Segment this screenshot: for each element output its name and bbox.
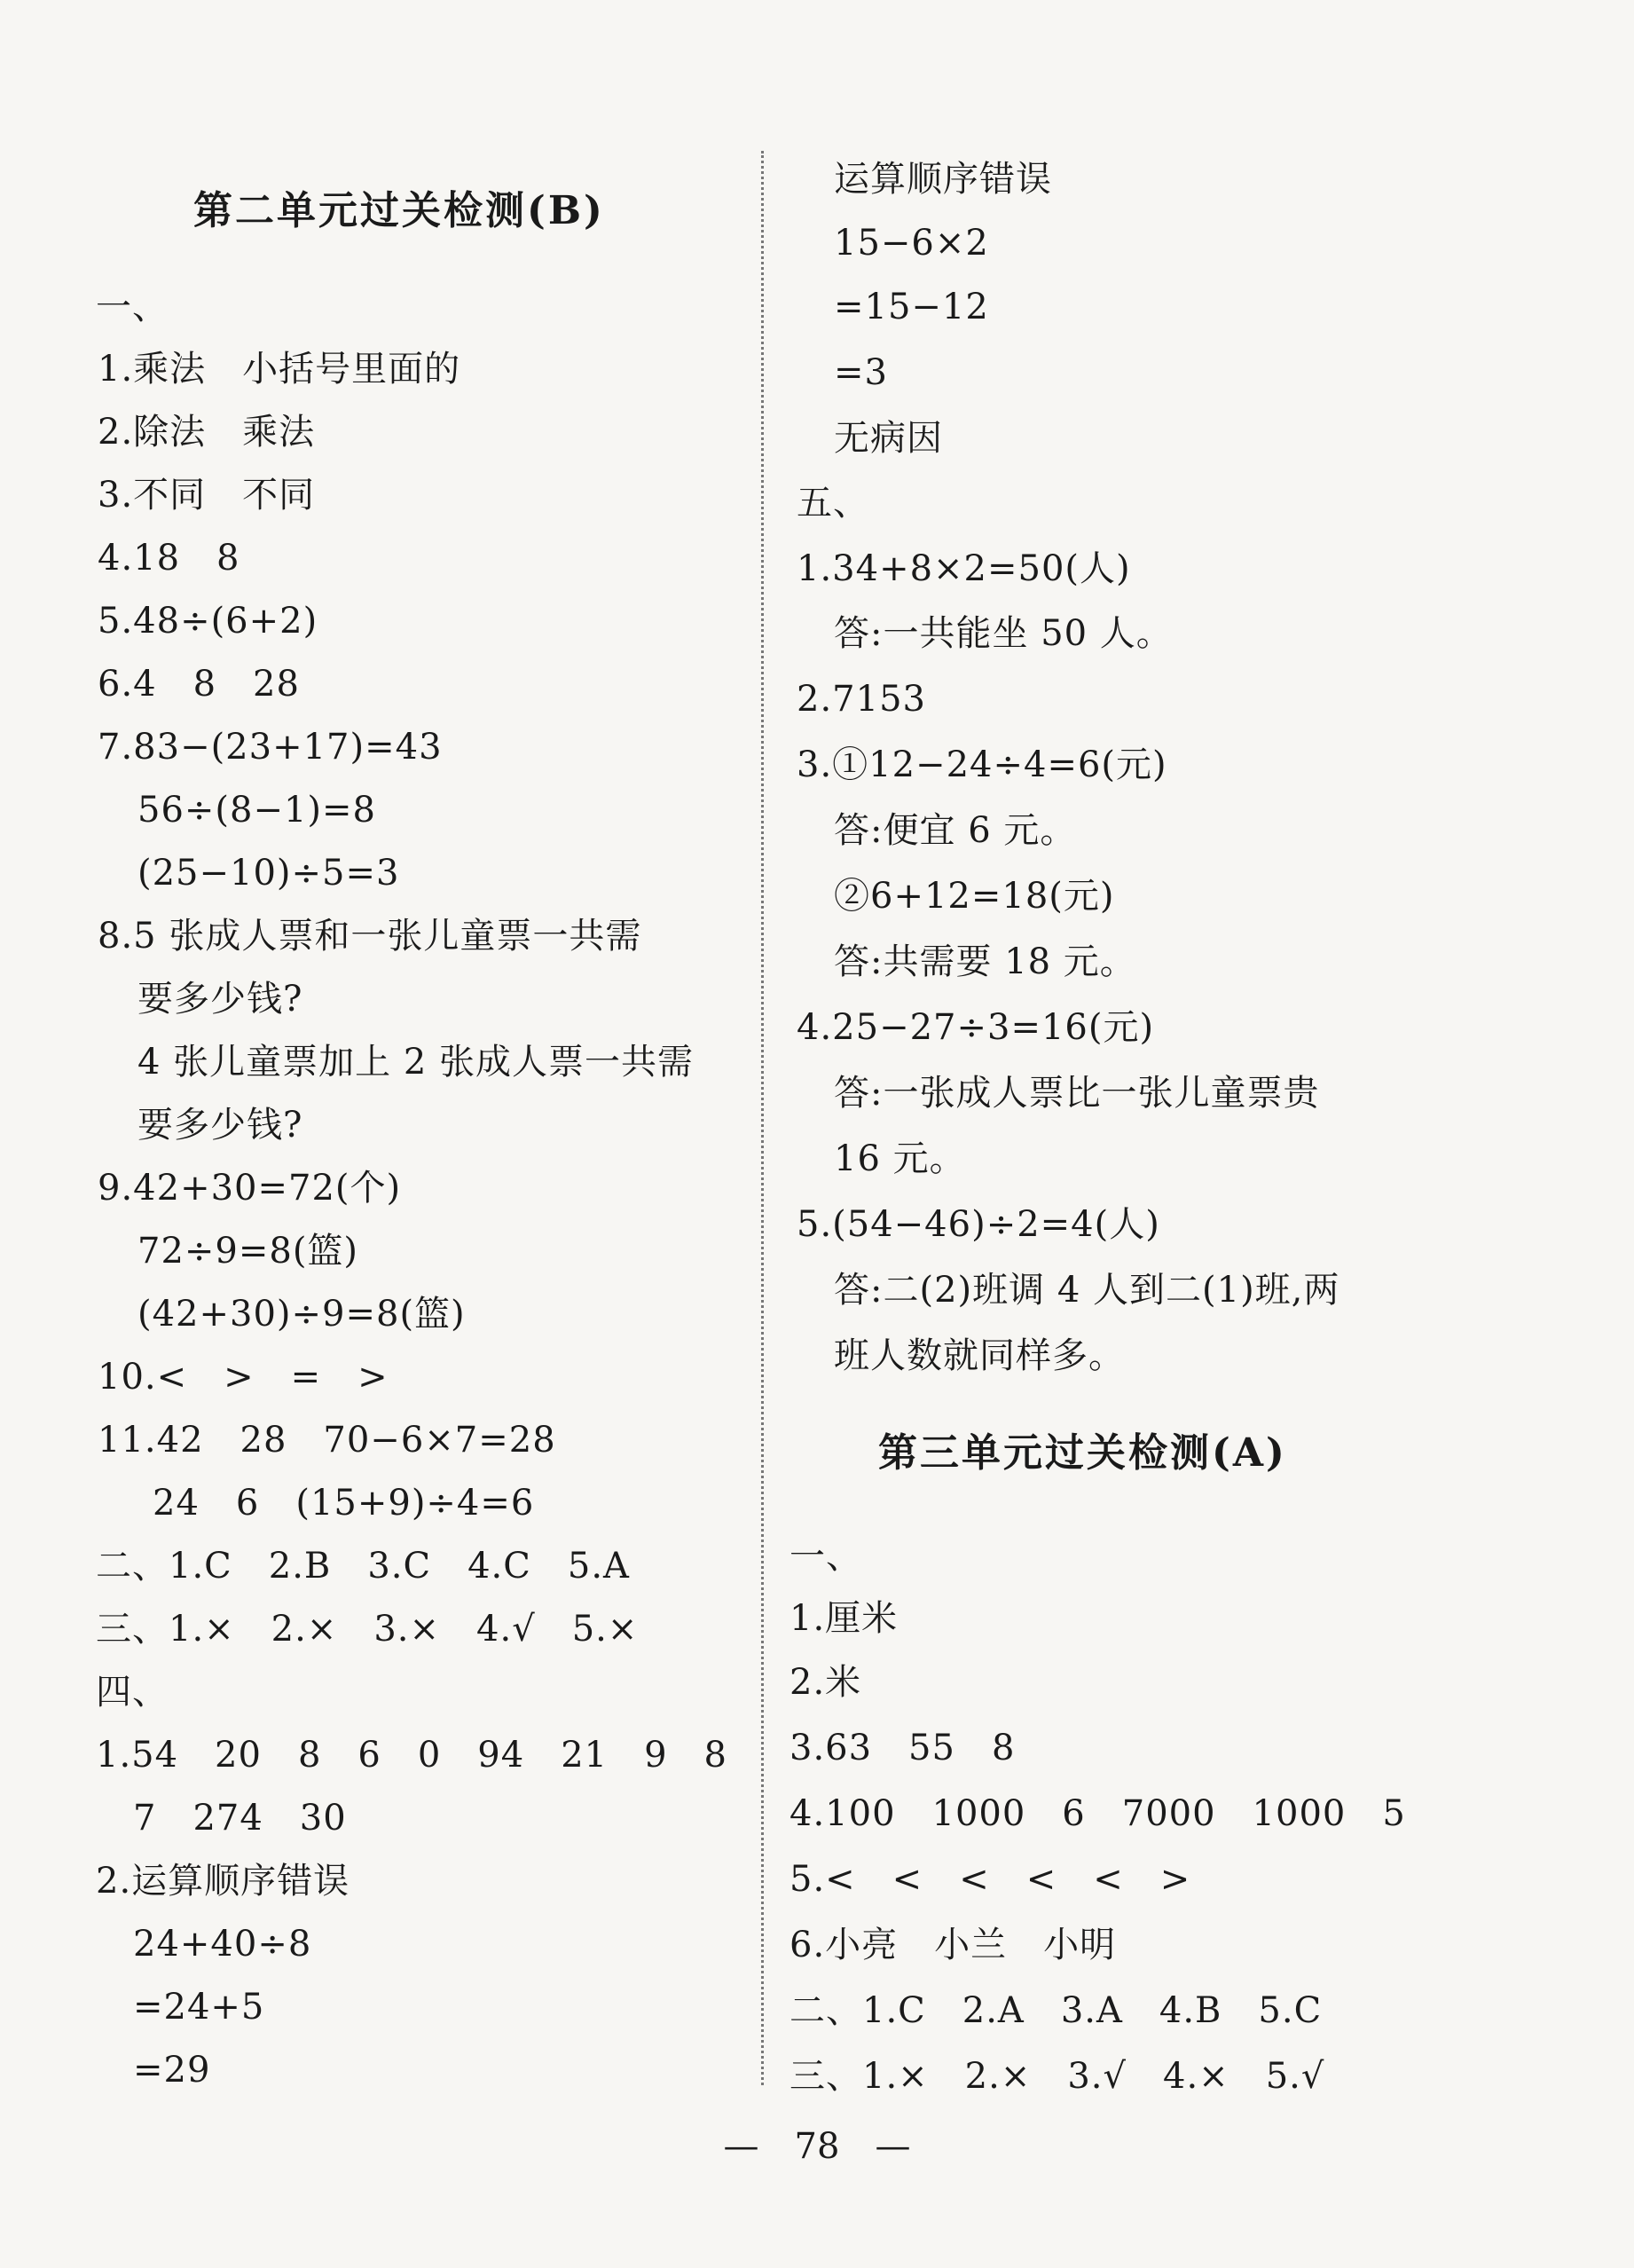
answer-line: =3 (834, 352, 888, 393)
answer-line: 无病因 (834, 418, 943, 459)
answer-line: ②6+12=18(元) (834, 876, 1115, 917)
answer-line: 二、1.C 2.B 3.C 4.C 5.A (96, 1546, 630, 1587)
answer-line: 答:二(2)班调 4 人到二(1)班,两 (834, 1270, 1340, 1311)
answer-line: 4 张儿童票加上 2 张成人票一共需 (137, 1042, 695, 1083)
answer-line: 答:便宜 6 元。 (834, 810, 1077, 851)
answer-line: 24 6 (15+9)÷4=6 (153, 1483, 535, 1524)
answer-line: 五、 (797, 483, 869, 524)
answer-line: 答:一张成人票比一张儿童票贵 (834, 1073, 1320, 1114)
answer-line: 8.5 张成人票和一张儿童票一共需 (98, 916, 642, 957)
answer-line: 16 元。 (834, 1138, 966, 1179)
answer-line: 4.25−27÷3=16(元) (797, 1007, 1155, 1048)
answer-line: 1.54 20 8 6 0 94 21 9 8 (96, 1735, 728, 1776)
answer-line: =24+5 (133, 1987, 265, 2028)
answer-line: 10.< > = > (98, 1357, 389, 1398)
answer-line: 7.83−(23+17)=43 (98, 727, 443, 768)
answer-line: 2.7153 (797, 679, 926, 720)
answer-line: 7 274 30 (133, 1798, 347, 1839)
answer-line: 一、 (96, 287, 169, 327)
answer-line: 要多少钱? (137, 979, 303, 1020)
answer-line: (25−10)÷5=3 (137, 853, 400, 894)
answer-line: 二、1.C 2.A 3.A 4.B 5.C (790, 1990, 1323, 2031)
answer-line: 4.18 8 (98, 538, 240, 579)
answer-line: 三、1.× 2.× 3.√ 4.× 5.√ (790, 2056, 1325, 2097)
answer-line: 5.< < < < < > (790, 1859, 1191, 1900)
answer-line: 答:共需要 18 元。 (834, 941, 1136, 982)
answer-line: 6.小亮 小兰 小明 (790, 1925, 1117, 1965)
answer-line: 3.不同 不同 (98, 475, 316, 516)
answer-line: 9.42+30=72(个) (98, 1168, 402, 1209)
answer-line: =15−12 (834, 287, 989, 327)
answer-line: 一、 (790, 1536, 862, 1577)
answer-line: 2.米 (790, 1662, 862, 1703)
answer-line: 3.①12−24÷4=6(元) (797, 744, 1167, 785)
answer-line: (42+30)÷9=8(篮) (137, 1294, 466, 1335)
answer-line: 四、 (96, 1672, 169, 1713)
answer-line: 24+40÷8 (133, 1924, 312, 1965)
page-number: — 78 — (723, 2126, 911, 2167)
answer-line: 15−6×2 (834, 223, 989, 264)
answer-line: =29 (133, 2050, 211, 2091)
unit2-test-b-title: 第二单元过关检测(B) (193, 188, 605, 233)
answer-line: 1.乘法 小括号里面的 (98, 349, 461, 390)
answer-line: 56÷(8−1)=8 (137, 790, 377, 831)
answer-line: 11.42 28 70−6×7=28 (98, 1420, 556, 1461)
answer-line: 6.4 8 28 (98, 664, 300, 705)
answer-line: 3.63 55 8 (790, 1728, 1016, 1768)
unit3-test-a-title: 第三单元过关检测(A) (878, 1430, 1287, 1476)
answer-line: 班人数就同样多。 (834, 1335, 1125, 1376)
answer-line: 答:一共能坐 50 人。 (834, 613, 1173, 654)
column-divider (761, 151, 764, 2085)
answer-line: 1.厘米 (790, 1598, 899, 1639)
answer-line: 72÷9=8(篮) (137, 1231, 359, 1272)
answer-line: 2.除法 乘法 (98, 412, 316, 453)
answer-line: 5.(54−46)÷2=4(人) (797, 1204, 1160, 1245)
answer-line: 三、1.× 2.× 3.× 4.√ 5.× (96, 1609, 639, 1650)
answer-line: 1.34+8×2=50(人) (797, 548, 1131, 589)
answer-line: 2.运算顺序错误 (96, 1861, 350, 1902)
answer-line: 5.48÷(6+2) (98, 601, 318, 642)
answer-line: 运算顺序错误 (834, 159, 1052, 200)
answer-line: 要多少钱? (137, 1105, 303, 1146)
answer-line: 4.100 1000 6 7000 1000 5 (790, 1793, 1406, 1834)
